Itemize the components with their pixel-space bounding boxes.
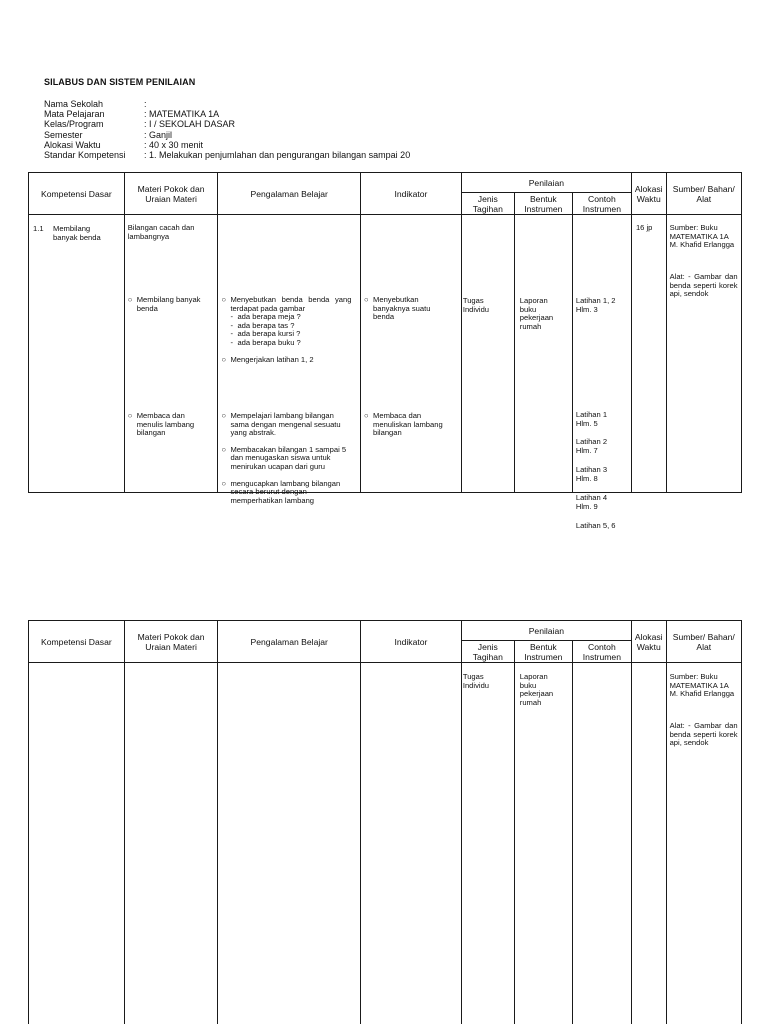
header-materi: Materi Pokok dan Uraian Materi: [124, 621, 218, 663]
materi-item: ○ Membilang banyak benda: [127, 295, 201, 313]
indikator-item: ○ Membaca dan menuliskan lambang bilangan: [364, 411, 443, 438]
cell-kompetensi: [29, 663, 125, 1024]
header-sumber: Sumber/ Bahan/ Alat: [666, 621, 741, 663]
cell-contoh: Latihan 1, 2 Hlm. 3 Latihan 1 Hlm. 5 Latihan 2 Hlm. 7 Latihan 3 Hlm. 8 Latihan 4 Hlm. 9 Latihan 5, 6: [572, 215, 631, 493]
header-jenis: Jenis Tagihan: [461, 641, 514, 663]
cell-jenis: Tugas Individu: [461, 215, 514, 493]
syllabus-table-1: [28, 172, 742, 530]
header-contoh: Contoh Instrumen: [572, 641, 631, 663]
indikator-item: ○ Menyebutkan banyaknya suatu benda: [364, 295, 431, 322]
cell-alokasi: 16 jp: [631, 215, 666, 493]
info-row: Standar Kompetensi : 1. Melakukan penjumlahan dan pengurangan bilangan sampai 20: [44, 150, 411, 161]
materi-item: ○ Membaca dan menulis lambang bilangan: [127, 411, 195, 438]
header-indikator: Indikator: [361, 621, 462, 663]
header-penilaian: Penilaian: [461, 621, 631, 641]
cell-sumber: Sumber: Buku MATEMATIKA 1A M. Khafid Erlangga Alat: - Gambar dan benda seperti korek api, sendok: [666, 663, 741, 1024]
cell-indikator: [361, 215, 462, 493]
pengalaman-list-a: ○ Menyebutkan benda benda yang terdapat pada gambar - ada berapa meja ? - ada berapa tas ? - ada berapa kursi ? - ada berapa buku ? ○ Mengerjakan latihan 1, 2: [221, 295, 352, 364]
cell-pengalaman: [218, 215, 361, 505]
header-materi: Materi Pokok dan Uraian Materi: [124, 173, 218, 215]
info-row: Alokasi Waktu : 40 x 30 menit: [44, 139, 204, 150]
header-indikator: Indikator: [361, 173, 462, 215]
cell-sumber: Sumber: Buku MATEMATIKA 1A M. Khafid Erlangga Alat: - Gambar dan benda seperti korek api, sendok: [666, 215, 741, 493]
pengalaman-list-b: ○ Mempelajari lambang bilangan sama dengan mengenal sesuatu yang abstrak. ○ Membacakan bilangan 1 sampai 5 dan menugaskan siswa untuk menirukan ucapan dari guru ○ mengucapkan lambang bilangan secara berurut dengan memperhatikan lambang: [221, 411, 347, 505]
header-jenis: Jenis Tagihan: [461, 193, 514, 215]
cell-materi: [124, 663, 218, 1024]
info-row: Nama Sekolah :: [44, 99, 147, 109]
header-contoh: Contoh Instrumen: [572, 193, 631, 215]
info-row: Semester : Ganjil: [44, 129, 173, 140]
header-kompetensi: Kompetensi Dasar: [29, 173, 125, 215]
cell-bentuk: Laporan buku pekerjaan rumah: [514, 215, 572, 493]
cell-indikator: [361, 663, 462, 1024]
cell-alokasi: [631, 663, 666, 1024]
header-kompetensi: Kompetensi Dasar: [29, 621, 125, 663]
info-row: Mata Pelajaran : MATEMATIKA 1A: [44, 109, 220, 120]
header-alokasi: Alokasi Waktu: [631, 621, 666, 663]
header-bentuk: Bentuk Instrumen: [514, 641, 572, 663]
cell-materi: Bilangan cacah dan lambangnya ○ Membilang banyak benda ○ Membaca dan menulis lambang bilangan: [124, 215, 218, 493]
syllabus-table-2: [28, 620, 742, 1024]
cell-jenis: Tugas Individu: [461, 663, 514, 1024]
header-sumber: Sumber/ Bahan/ Alat: [666, 173, 741, 215]
header-pengalaman: Pengalaman Belajar: [218, 621, 361, 663]
document-info: [44, 99, 410, 160]
cell-bentuk: Laporan buku pekerjaan rumah: [514, 663, 572, 1024]
header-penilaian: Penilaian: [461, 173, 631, 193]
header-pengalaman: Pengalaman Belajar: [218, 173, 361, 215]
cell-pengalaman: [218, 663, 361, 1024]
document-title: SILABUS DAN SISTEM PENILAIAN: [44, 77, 196, 87]
cell-contoh: [572, 663, 631, 1024]
header-alokasi: Alokasi Waktu: [631, 173, 666, 215]
header-bentuk: Bentuk Instrumen: [514, 193, 572, 215]
cell-kompetensi: 1.1 Membilang banyak benda: [29, 215, 125, 493]
info-row: Kelas/Program : I / SEKOLAH DASAR: [44, 119, 236, 130]
